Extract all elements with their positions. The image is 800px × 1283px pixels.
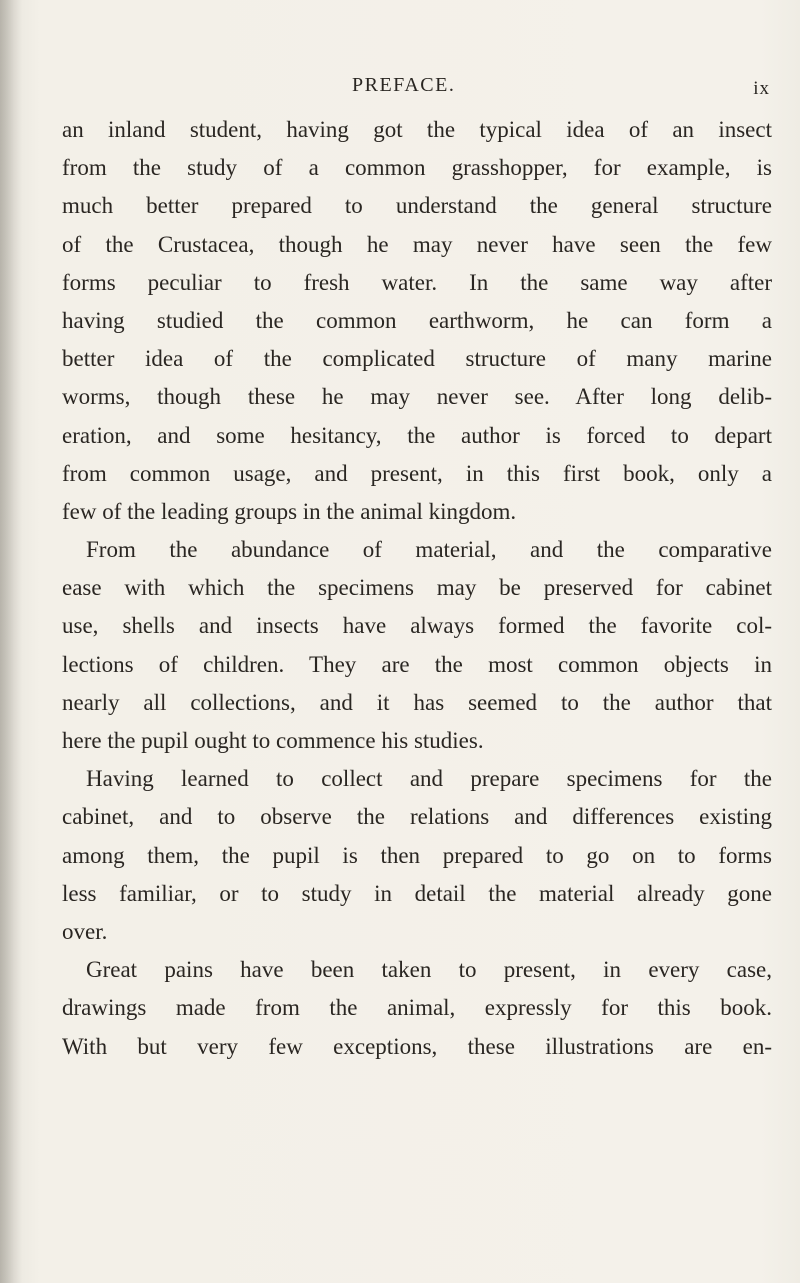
text-line: From the abundance of material, and the comparative bbox=[86, 537, 772, 563]
running-head bbox=[62, 58, 770, 98]
text-line: use, shells and insects have always formed the favorite col- bbox=[62, 613, 772, 639]
text-line: lections of children. They are the most common objects in bbox=[62, 651, 772, 677]
text-line: With but very few exceptions, these illustrations are en- bbox=[62, 1033, 772, 1059]
text-line: better idea of the complicated structure of many marine bbox=[62, 346, 772, 372]
text-line: Great pains have been taken to present, in every case, bbox=[86, 957, 772, 983]
text-line: less familiar, or to study in detail the material already gone bbox=[62, 880, 772, 906]
text-line: of the Crustacea, though he may never have seen the few bbox=[62, 231, 772, 257]
running-title: PREFACE. bbox=[352, 74, 456, 96]
text-line: eration, and some hesitancy, the author is forced to depart bbox=[62, 422, 772, 448]
text-line: from the study of a common grasshopper, for example, is bbox=[62, 155, 772, 181]
text-line: an inland student, having got the typical idea of an insect bbox=[62, 117, 772, 142]
text-line: worms, though these he may never see. After long delib- bbox=[62, 384, 772, 410]
text-line: much better prepared to understand the general structure bbox=[62, 193, 772, 219]
text-line: few of the leading groups in the animal kingdom. bbox=[62, 498, 517, 524]
gutter-shadow bbox=[0, 0, 22, 1283]
text-line: forms peculiar to fresh water. In the same way after bbox=[62, 269, 772, 295]
text-line: drawings made from the animal, expressly for this book. bbox=[62, 995, 772, 1021]
text-line: from common usage, and present, in this first book, only a bbox=[62, 460, 772, 486]
body-text bbox=[62, 111, 772, 1066]
text-line: Having learned to collect and prepare specimens for the bbox=[86, 766, 772, 792]
text-line: over. bbox=[62, 918, 108, 944]
text-line: ease with which the specimens may be preserved for cabinet bbox=[62, 575, 772, 601]
text-line: nearly all collections, and it has seemed to the author that bbox=[62, 689, 772, 715]
text-line: among them, the pupil is then prepared to go on to forms bbox=[62, 842, 772, 868]
page-number: ix bbox=[753, 78, 770, 99]
text-line: cabinet, and to observe the relations and differences existing bbox=[62, 804, 772, 830]
text-line: here the pupil ought to commence his studies. bbox=[62, 728, 484, 753]
text-line: having studied the common earthworm, he can form a bbox=[62, 307, 772, 333]
